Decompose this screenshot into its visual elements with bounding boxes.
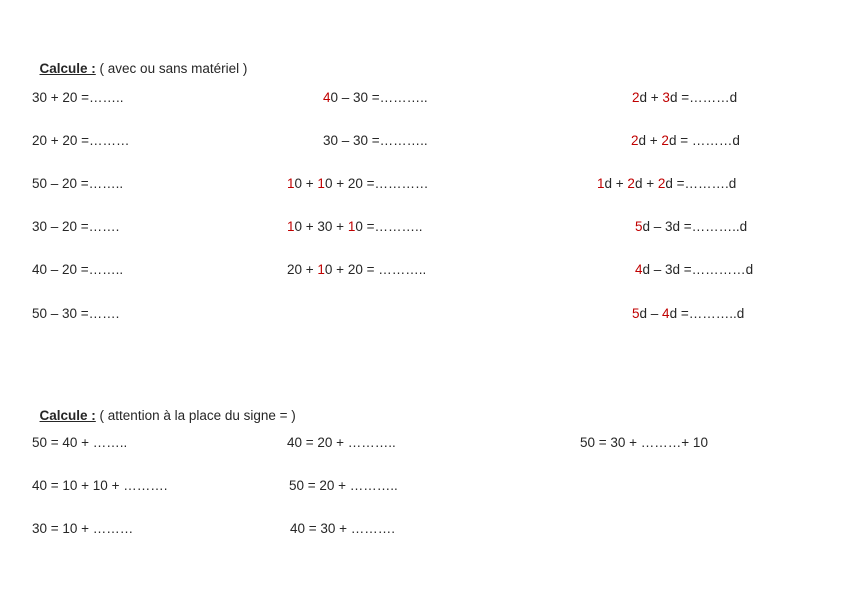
s2-c1-exercise-1: 50 = 40 + ……..: [32, 435, 128, 450]
s2-c1-exercise-2: 40 = 10 + 10 + ……….: [32, 478, 168, 493]
red-digit: 4: [635, 262, 643, 277]
section2-heading: [32, 392, 296, 424]
red-digit: 1: [317, 176, 325, 191]
red-digit: 4: [662, 306, 670, 321]
s1-c1-exercise-3: 50 – 20 =……..: [32, 176, 124, 191]
red-digit: 2: [657, 176, 666, 191]
s1-c2-exercise-5: [287, 262, 426, 278]
s2-c2-exercise-1: 40 = 20 + ………..: [287, 435, 396, 450]
expression-text: 0 + 20 = ………..: [324, 262, 427, 277]
red-digit: 5: [632, 306, 640, 321]
s1-c3-exercise-2: [631, 133, 740, 149]
expression-text: d = ………d: [668, 133, 740, 148]
red-digit: 2: [632, 90, 640, 105]
red-digit: 4: [323, 90, 331, 105]
expression-text: 0 +: [294, 176, 318, 191]
red-digit: 1: [347, 219, 356, 234]
expression-text: 20 +: [287, 262, 318, 277]
red-digit: 1: [287, 219, 295, 234]
s2-c1-exercise-3: 30 = 10 + ………: [32, 521, 134, 536]
section2-heading-label: Calcule :: [39, 408, 96, 423]
section2-heading-note: ( attention à la place du signe = ): [95, 408, 296, 423]
red-digit: 2: [631, 133, 639, 148]
expression-text: d – 3d =………..d: [642, 219, 748, 234]
red-digit: 2: [661, 133, 669, 148]
expression-text: d =……….d: [665, 176, 737, 191]
section1-heading-note: ( avec ou sans matériel ): [95, 61, 248, 76]
s1-c3-exercise-1: [632, 90, 737, 106]
expression-text: d +: [639, 90, 663, 105]
s1-c3-exercise-6: [632, 306, 744, 322]
s1-c1-exercise-5: 40 – 20 =……..: [32, 262, 124, 277]
section1-heading-label: Calcule :: [39, 61, 96, 76]
expression-text: 30 – 30 =………..: [323, 133, 428, 148]
s1-c1-exercise-4: 30 – 20 =…….: [32, 219, 120, 234]
s1-c3-exercise-4: [635, 219, 747, 235]
s2-c2-exercise-2: 50 = 20 + ………..: [289, 478, 398, 493]
red-digit: 3: [662, 90, 670, 105]
red-digit: 2: [627, 176, 635, 191]
s2-c2-exercise-3: 40 = 30 + ……….: [290, 521, 396, 536]
s1-c2-exercise-1: [323, 90, 428, 106]
expression-text: 0 + 30 +: [294, 219, 348, 234]
expression-text: d – 3d =…………d: [642, 262, 754, 277]
section1-heading: [32, 45, 247, 77]
s1-c1-exercise-6: 50 – 30 =…….: [32, 306, 120, 321]
expression-text: d +: [604, 176, 628, 191]
s1-c2-exercise-3: [287, 176, 428, 192]
expression-text: 0 – 30 =………..: [330, 90, 428, 105]
expression-text: 0 + 20 =…………: [324, 176, 429, 191]
expression-text: d =………..d: [669, 306, 745, 321]
s1-c1-exercise-1: 30 + 20 =……..: [32, 90, 124, 105]
s1-c3-exercise-5: [635, 262, 753, 278]
s1-c2-exercise-2: [323, 133, 428, 149]
s1-c3-exercise-3: [597, 176, 736, 192]
expression-text: d –: [639, 306, 663, 321]
expression-text: 0 =………..: [355, 219, 423, 234]
expression-text: d =………d: [669, 90, 738, 105]
red-digit: 1: [317, 262, 325, 277]
red-digit: 5: [635, 219, 643, 234]
s1-c2-exercise-4: [287, 219, 422, 235]
red-digit: 1: [597, 176, 605, 191]
s1-c1-exercise-2: 20 + 20 =………: [32, 133, 130, 148]
red-digit: 1: [287, 176, 295, 191]
expression-text: d +: [634, 176, 658, 191]
s2-c3-exercise-1: 50 = 30 + ………+ 10: [580, 435, 708, 450]
expression-text: d +: [638, 133, 662, 148]
